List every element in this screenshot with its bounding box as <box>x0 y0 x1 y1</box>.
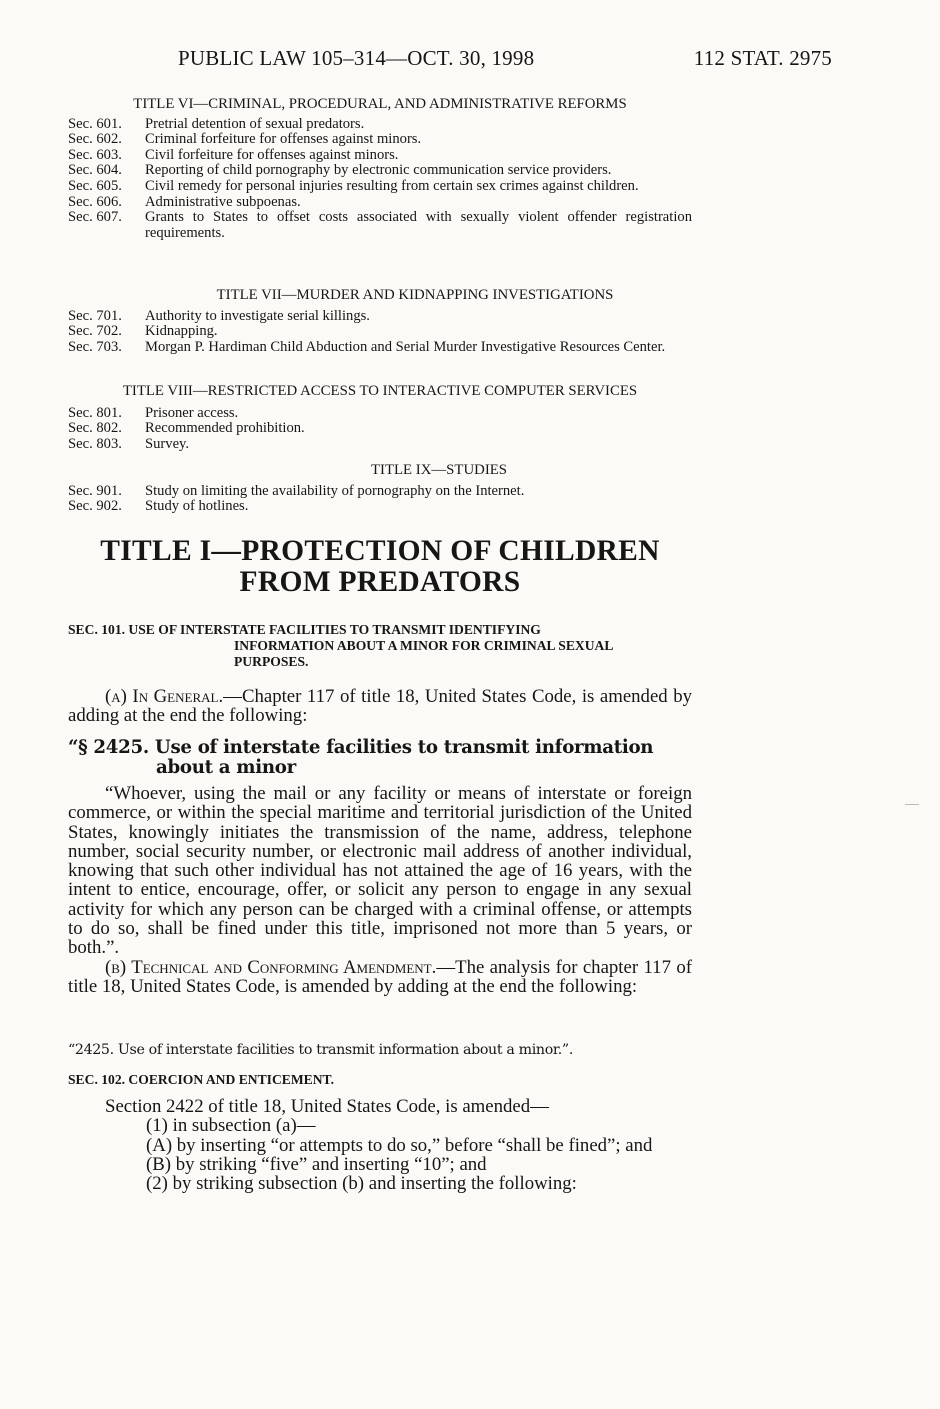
toc-sec-number: Sec. 601. <box>68 115 122 132</box>
paragraph-2: (2) by striking subsection (b) and inserting the following: <box>146 1173 577 1195</box>
subsection-a <box>68 687 692 726</box>
header-stat-page: 112 STAT. 2975 <box>693 46 832 70</box>
title-i-line-2: FROM PREDATORS <box>239 566 521 598</box>
section-101-heading <box>68 622 692 670</box>
toc-sec-number: Sec. 603. <box>68 146 122 163</box>
section-2425-text: “Whoever, using the mail or any facility or means of interstate or foreign commerce, or within the special maritime and territorial jurisdiction of the United States, knowingly initiates the transmission of the name, address, telephone number, social security number, or electronic mail address of another individual, knowing that such other individual has not attained the age of 16 years, with the intent to entice, encourage, offer, or solicit any person to engage in any sexual activity for which any person can be charged with a criminal offense, or attempts to do so, shall be fined under this title, imprisoned not more than 5 years, or both.”. <box>68 783 692 959</box>
toc-heading: TITLE VII—MURDER AND KIDNAPPING INVESTIGATIONS <box>216 287 614 303</box>
toc-title-vii <box>68 288 692 355</box>
toc-sec-number: Sec. 702. <box>68 323 122 340</box>
toc-sec-number: Sec. 901. <box>68 482 122 499</box>
section-2425-line-2: about a minor <box>156 756 296 778</box>
section-2425-heading <box>68 738 692 777</box>
subparagraph-b: (B) by striking “five” and inserting “10”; and <box>146 1153 487 1175</box>
toc-row <box>68 117 692 133</box>
toc-sec-title: Pretrial detention of sexual predators. <box>145 115 365 132</box>
toc-sec-number: Sec. 801. <box>68 404 122 421</box>
toc-title-viii <box>68 384 692 452</box>
section-2425-body <box>68 784 692 996</box>
toc-sec-number: Sec. 602. <box>68 131 122 148</box>
toc-heading: TITLE IX—STUDIES <box>370 462 508 478</box>
toc-heading: TITLE VIII—RESTRICTED ACCESS TO INTERACTIVE COMPUTER SERVICES <box>122 383 638 399</box>
section-heading-line: PURPOSES. <box>234 654 309 669</box>
subparagraph-a: (A) by inserting “or attempts to do so,” before “shall be fined”; and <box>146 1134 653 1156</box>
toc-row <box>68 324 692 340</box>
title-i-line-1: TITLE I—PROTECTION OF CHILDREN <box>100 535 660 567</box>
toc-row <box>68 309 692 325</box>
toc-sec-number: Sec. 701. <box>68 307 122 324</box>
analysis-line: “2425. Use of interstate facilities to transmit information about a minor.”. <box>68 1042 573 1058</box>
subsection-a-text: —Chapter 117 of title 18, United States Code, is amended by adding at the end the following: <box>68 686 692 727</box>
subsection-a-label: (a) In General. <box>105 686 224 707</box>
title-i-heading <box>68 536 692 598</box>
toc-row <box>68 179 692 195</box>
toc-heading: TITLE VI—CRIMINAL, PROCEDURAL, AND ADMINISTRATIVE REFORMS <box>133 96 627 112</box>
toc-sec-title: Survey. <box>145 435 190 452</box>
section-102-body <box>68 1097 692 1193</box>
toc-row <box>68 340 692 356</box>
toc-sec-number: Sec. 902. <box>68 498 122 515</box>
header-public-law: PUBLIC LAW 105–314—OCT. 30, 1998 <box>178 46 535 70</box>
section-heading-line: SEC. 101. USE OF INTERSTATE FACILITIES TO TRANSMIT IDENTIFYING <box>68 622 541 637</box>
toc-sec-title: Authority to investigate serial killings. <box>145 307 370 324</box>
toc-row <box>68 163 692 179</box>
toc-sec-number: Sec. 604. <box>68 162 122 179</box>
toc-row <box>68 195 692 211</box>
subsection-b-label: (b) Technical and Conforming Amendment. <box>105 956 437 978</box>
toc-sec-title: Criminal forfeiture for offenses against minors. <box>145 131 422 148</box>
toc-sec-title: Study on limiting the availability of pornography on the Internet. <box>145 482 525 499</box>
subsection-b-text: —The analysis for chapter 117 of title 18, United States Code, is amended by adding at the end the following: <box>68 956 692 997</box>
toc-sec-title: Civil forfeiture for offenses against minors. <box>145 146 399 163</box>
margin-mark <box>905 804 919 805</box>
toc-sec-title: Prisoner access. <box>145 404 239 421</box>
toc-row <box>68 499 692 515</box>
toc-sec-number: Sec. 605. <box>68 177 122 194</box>
toc-row <box>68 210 692 241</box>
toc-row <box>68 421 692 437</box>
paragraph-1: (1) in subsection (a)— <box>146 1115 316 1137</box>
toc-sec-number: Sec. 606. <box>68 193 122 210</box>
toc-sec-title: Grants to States to offset costs associated with sexually violent offender registration requirements. <box>145 209 692 241</box>
toc-sec-title: Kidnapping. <box>145 323 218 340</box>
toc-title-ix <box>68 463 692 515</box>
toc-sec-number: Sec. 803. <box>68 435 122 452</box>
section-102-heading: SEC. 102. COERCION AND ENTICEMENT. <box>68 1072 334 1087</box>
toc-sec-title: Morgan P. Hardiman Child Abduction and Serial Murder Investigative Resources Center. <box>145 338 666 355</box>
section-heading-line: INFORMATION ABOUT A MINOR FOR CRIMINAL SEXUAL <box>234 638 614 653</box>
toc-sec-number: Sec. 607. <box>68 209 122 226</box>
toc-row <box>68 406 692 422</box>
toc-sec-title: Study of hotlines. <box>145 498 249 515</box>
toc-sec-title: Reporting of child pornography by electronic communication service providers. <box>145 162 612 179</box>
toc-row <box>68 484 692 500</box>
section-2425-line-1: “§ 2425. Use of interstate facilities to transmit information <box>68 737 654 758</box>
toc-row <box>68 148 692 164</box>
toc-row <box>68 132 692 148</box>
toc-sec-title: Civil remedy for personal injuries resulting from certain sex crimes against children. <box>145 177 639 194</box>
toc-row <box>68 437 692 453</box>
section-102-intro: Section 2422 of title 18, United States Code, is amended— <box>105 1096 549 1117</box>
toc-sec-number: Sec. 703. <box>68 338 122 355</box>
toc-sec-number: Sec. 802. <box>68 420 122 437</box>
toc-title-vi <box>68 97 692 241</box>
toc-sec-title: Recommended prohibition. <box>145 420 305 437</box>
toc-sec-title: Administrative subpoenas. <box>145 193 301 210</box>
